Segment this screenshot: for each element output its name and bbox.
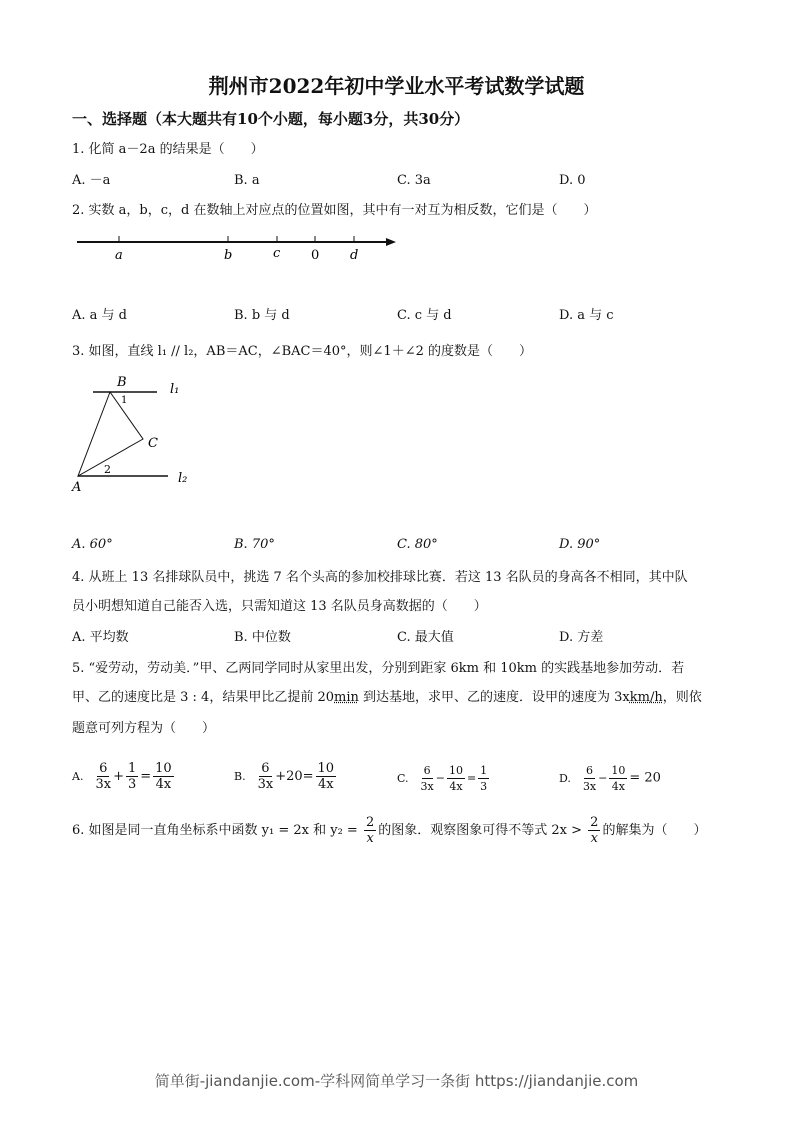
section-heading: 一、选择题（本大题共有10个小题，每小题3分，共30分） [72,110,470,128]
q4-option-a: A. 平均数 [72,630,129,645]
point-label-c: c [273,246,281,261]
q5-option-c: C. $\frac{6}{3x}$ − $\frac{10}{4x}$ = $\frac{1}{3}$ [397,764,488,793]
question-3-stem: 3. 如图，直线 l₁ // l₂，AB＝AC，∠BAC＝40°，则∠1＋∠2 的度数是（ ） [72,344,532,359]
q1-option-c: C. 3a [397,173,431,188]
label-angle-1: 1 [121,395,128,406]
q5-option-d: D. $\frac{6}{3x}$ − $\frac{10}{4x}$ = 20 [559,764,661,793]
q1-option-d: D. 0 [559,173,586,188]
q5-option-b: B. $\frac{6}{3x}$ +20= $\frac{10}{4x}$ [234,761,335,792]
triangle-figure [0,0,793,500]
point-label-b: b [224,248,233,263]
question-4-stem-line2: 员小明想知道自己能否入选，只需知道这 13 名队员身高数据的（ ） [72,599,487,614]
footer-watermark: 简单街-jiandanjie.com-学科网简单学习一条街 https://jiandanjie.com [154,1072,639,1090]
question-6-stem: 6. 如图是同一直角坐标系中函数 y₁ = 2x 和 y₂ = $\frac{2}{x}$ 的图象．观察图象可得不等式 2x > $\frac{2}{x}$ 的解集为（ ） [72,815,707,846]
q2-option-b: B. b 与 d [234,308,290,323]
label-a: A [72,480,82,495]
label-l1: l₁ [170,382,180,397]
point-label-zero: 0 [311,248,320,263]
q3-option-c: C. 80° [397,537,438,552]
q1-option-b: B. a [234,173,260,188]
q3-option-a: A. 60° [72,537,113,552]
question-5-stem-line1: 5. “爱劳动，劳动美．”甲、乙两同学同时从家里出发，分别到距家 6km 和 10km 的实践基地参加劳动．若 [72,661,685,676]
question-2-stem: 2. 实数 a，b，c，d 在数轴上对应点的位置如图，其中有一对互为相反数，它们是（ ） [72,203,597,218]
q3-option-b: B. 70° [234,537,275,552]
page-title: 荆州市2022年初中学业水平考试数学试题 [208,74,585,98]
q2-option-c: C. c 与 d [397,308,452,323]
question-4-stem-line1: 4. 从班上 13 名排球队员中，挑选 7 名个头高的参加校排球比赛．若这 13 名队员的身高各不相同，其中队 [72,570,688,585]
label-l2: l₂ [178,471,188,486]
q5-option-a: A. $\frac{6}{3x}$ + $\frac{1}{3}$ = $\frac{10}{4x}$ [72,761,172,792]
question-5-stem-line2: 甲、乙的速度比是 3 : 4，结果甲比乙提前 20min 到达基地，求甲、乙的速度．设甲的速度为 3xkm/h，则依 [72,690,702,705]
q4-option-b: B. 中位数 [234,630,291,645]
label-c: C [148,436,158,451]
question-5-stem-line3: 题意可列方程为（ ） [72,721,216,736]
question-1-stem: 1. 化简 a－2a 的结果是（ ） [72,142,264,157]
q1-option-a: A. －a [72,173,111,188]
q2-option-a: A. a 与 d [72,308,127,323]
q3-option-d: D. 90° [559,537,601,552]
point-label-a: a [115,248,123,263]
q4-option-d: D. 方差 [559,630,604,645]
point-label-d: d [350,248,359,263]
q2-option-d: D. a 与 c [559,308,614,323]
label-angle-2: 2 [104,463,111,476]
label-b: B [117,375,127,390]
q4-option-c: C. 最大值 [397,630,454,645]
